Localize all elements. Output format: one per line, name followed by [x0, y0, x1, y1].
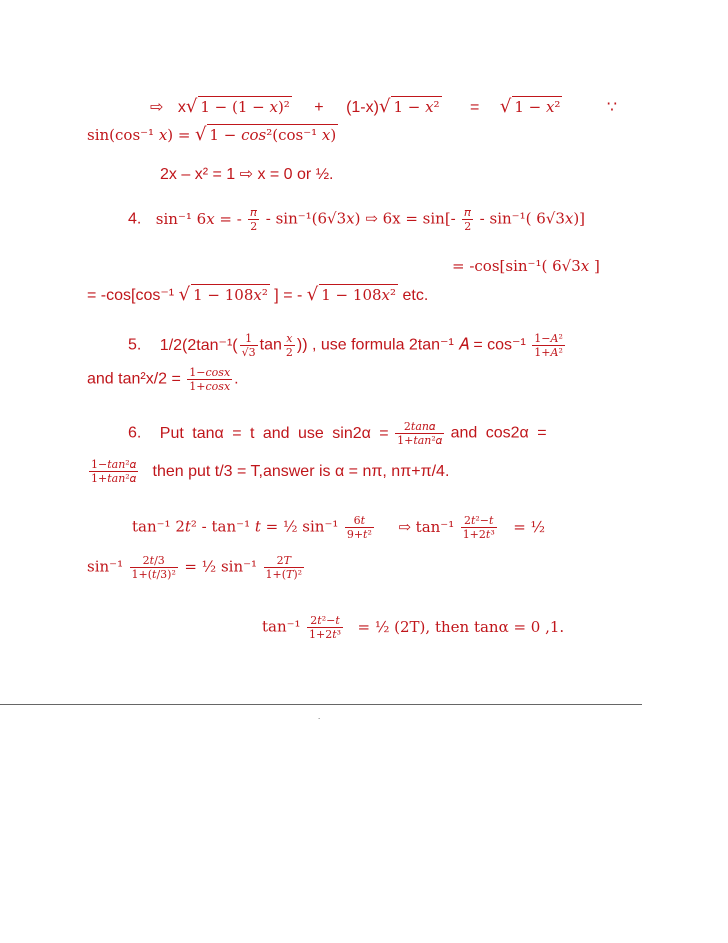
fraction	[532, 332, 565, 359]
item5-a: 1/2(2tan⁻¹(	[159, 336, 238, 354]
fraction	[89, 458, 138, 485]
frac-num: 1−𝑡𝑎𝑛²𝛼	[91, 458, 137, 471]
eq2-a: sin⁻¹	[87, 557, 124, 576]
eq3-a: tan⁻¹	[262, 617, 301, 636]
item5-d: and tan²x/2 =	[87, 370, 181, 388]
item4-rest2: - sin⁻¹( 6√3𝑥)]	[479, 209, 586, 228]
item5-c: )) , use formula 2tan⁻¹ 𝐴 = cos⁻¹	[296, 336, 526, 354]
sqrt-sign: √	[185, 96, 198, 117]
sqrt-expr-5: 1 − 108𝑥²	[193, 286, 268, 304]
frac-num: 6𝑡	[353, 514, 366, 527]
sqrt-expr-4: 1 − 𝑐𝑜𝑠²(cos⁻¹ 𝑥)	[209, 126, 337, 144]
eq1-a: tan⁻¹ 2𝑡² - tan⁻¹ 𝑡 = ½ sin⁻¹	[132, 517, 339, 536]
frac-num: 1−𝐴²	[534, 332, 563, 345]
frac-num: 2𝑇	[276, 554, 291, 567]
item6-number: 6.	[128, 424, 142, 442]
step1-line1	[150, 96, 617, 118]
eq1-line	[132, 514, 545, 541]
frac-num: 1−𝑐𝑜𝑠𝑥	[189, 366, 231, 379]
sqrt-expr-1: 1 − (1 − 𝑥)²	[200, 98, 290, 116]
item6-line1	[128, 420, 547, 447]
frac-den: √3	[241, 346, 256, 359]
frac-num: 𝑥	[286, 332, 293, 345]
footer-dot: .	[318, 712, 321, 721]
fraction	[130, 554, 178, 581]
frac-num: 2𝑡𝑎𝑛𝛼	[403, 420, 436, 433]
frac-den: 1+2𝑡³	[309, 628, 342, 641]
sqrt-sign: √	[306, 284, 319, 305]
fraction	[345, 514, 374, 541]
because-symbol: ∵	[606, 99, 618, 116]
fraction	[284, 332, 295, 359]
item4-number: 4.	[128, 210, 142, 228]
result-text: 2x – x² = 1 ⇨ x = 0 or ½.	[160, 166, 334, 183]
item5-number: 5.	[128, 336, 142, 354]
item4-line3b: ] = -	[274, 287, 303, 304]
frac-den: 1+𝑡𝑎𝑛²𝛼	[397, 434, 443, 447]
fraction	[395, 420, 444, 447]
frac-den: 1+2𝑡³	[462, 528, 495, 541]
item4-line2	[452, 256, 600, 277]
eq2-b: = ½ sin⁻¹	[184, 557, 258, 576]
item4-line3a: = -cos[cos⁻¹	[87, 287, 175, 304]
sqrt-expr-2: 1 − 𝑥²	[393, 98, 440, 116]
frac-den: 1+(𝑡/3)²	[131, 568, 176, 581]
item4-cos-line: = -cos[sin⁻¹( 6√3𝑥 ]	[452, 257, 600, 275]
item6-line2	[87, 458, 449, 485]
frac-den: 2	[285, 346, 293, 359]
item4-rest1: - sin⁻¹(6√3𝑥) ⇨ 6x = sin[-	[265, 209, 456, 228]
equals-sign: =	[470, 99, 480, 116]
frac-num: 2𝑡²−𝑡	[463, 514, 494, 527]
text-x: x	[177, 99, 186, 116]
eq2-line	[87, 554, 306, 581]
step1-line3	[160, 165, 333, 185]
frac-den: 1+(𝑇)²	[265, 568, 303, 581]
eq1-arrow: ⇨ tan⁻¹	[398, 517, 455, 536]
footer-divider	[0, 704, 642, 705]
sqrt-expr-3: 1 − 𝑥²	[514, 98, 561, 116]
frac-den: 1+𝑐𝑜𝑠𝑥	[189, 380, 231, 393]
sqrt-sign: √	[194, 124, 207, 145]
pi-over-2-fraction	[248, 206, 259, 233]
frac-den: 2	[464, 220, 472, 233]
text-1-minus-x: (1-x)	[346, 99, 379, 116]
item4-lhs: sin⁻¹ 6𝑥 = -	[155, 209, 242, 228]
item6-a: Put tanα = t and use sin2α =	[159, 424, 389, 442]
frac-num: 𝜋	[250, 206, 258, 219]
frac-den: 2	[250, 220, 258, 233]
item5-e: .	[234, 370, 239, 388]
item5-line1	[128, 332, 567, 359]
fraction	[307, 614, 343, 641]
eq3-line	[262, 614, 564, 641]
eq3-b: = ½ (2T), then tanα = 0 ,1.	[357, 617, 565, 636]
frac-den: 1+𝑡𝑎𝑛²𝛼	[91, 472, 137, 485]
arrow-icon: ⇨	[150, 99, 164, 116]
frac-den: 1+𝐴²	[534, 346, 563, 359]
step1-line2	[87, 124, 338, 146]
sqrt-sign: √	[178, 284, 191, 305]
pi-over-2-fraction	[462, 206, 473, 233]
sqrt-sign: √	[499, 96, 512, 117]
sqrt-expr-6: 1 − 108𝑥²	[321, 286, 397, 304]
item5-line2	[87, 366, 239, 393]
frac-num: 𝜋	[464, 206, 471, 219]
item6-c: then put t/3 = T,answer is α = nπ, nπ+π/4.	[152, 462, 450, 480]
fraction	[461, 514, 497, 541]
item4-line3	[87, 284, 428, 306]
eq1-b: = ½	[513, 517, 546, 536]
item5-b: tan	[259, 336, 282, 354]
fraction	[264, 554, 305, 581]
item4-line1	[128, 206, 585, 233]
fraction	[240, 332, 258, 359]
sqrt-sign: √	[378, 96, 391, 117]
sin-cos-expr: sin(cos⁻¹ 𝑥) =	[87, 126, 191, 144]
item4-etc: etc.	[402, 287, 429, 304]
fraction	[187, 366, 232, 393]
frac-den: 9+𝑡²	[346, 528, 372, 541]
plus-sign: +	[314, 99, 324, 116]
frac-num: 2𝑡²−𝑡	[310, 614, 340, 627]
frac-num: 2𝑡/3	[142, 554, 165, 567]
frac-num: 1	[245, 332, 253, 345]
item6-b: and cos2α =	[450, 424, 547, 442]
